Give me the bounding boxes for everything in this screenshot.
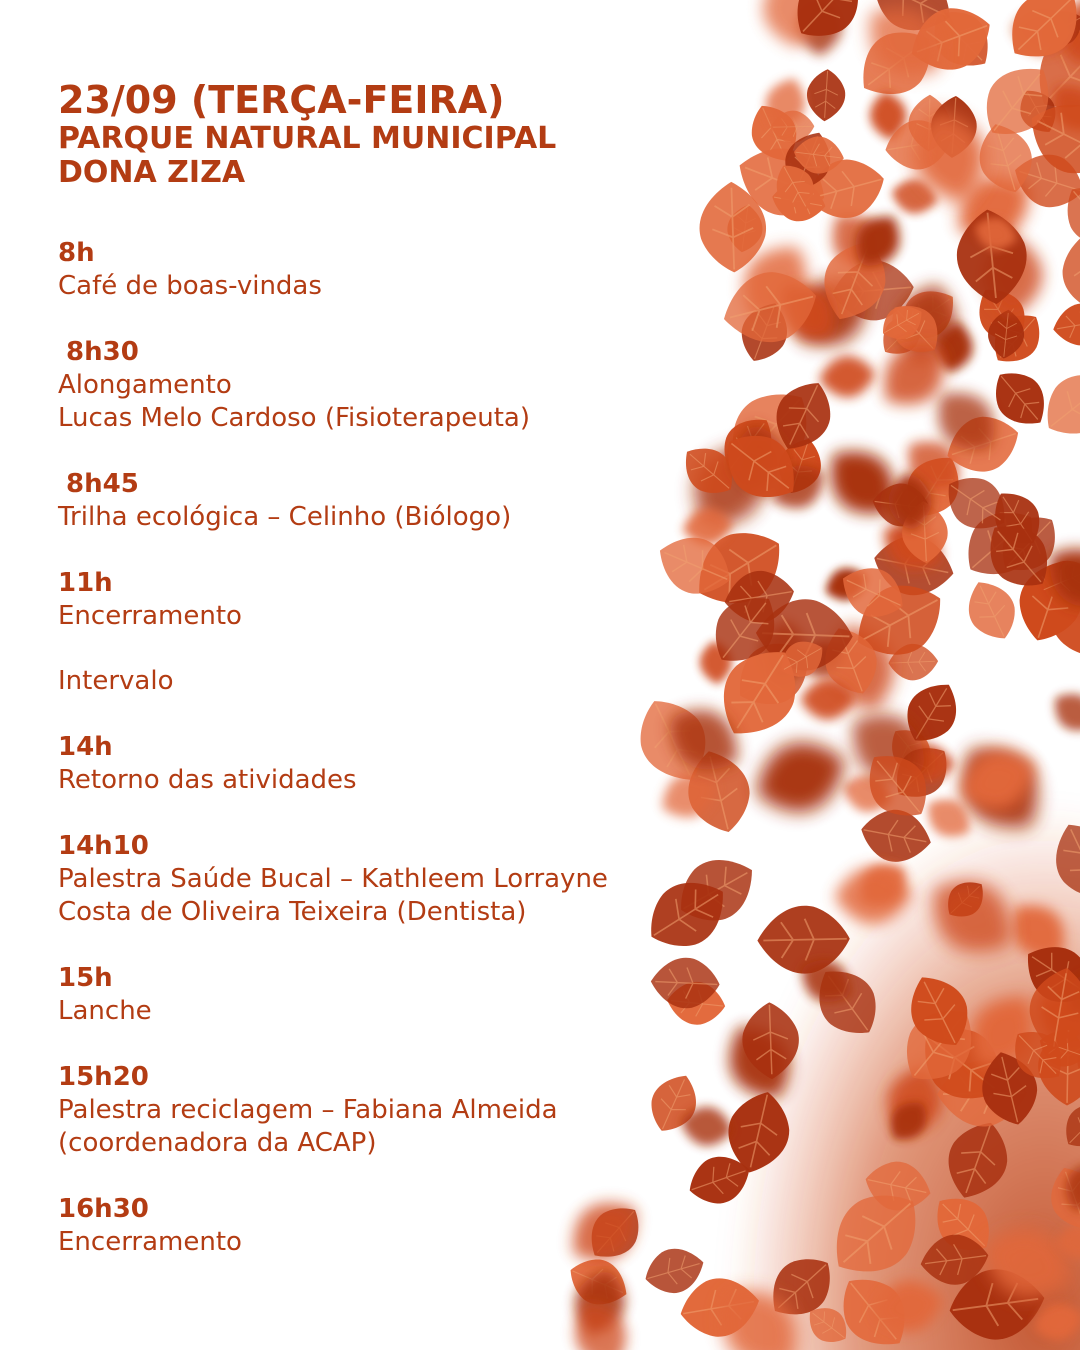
- leaf-shape: [958, 573, 1026, 648]
- schedule-item: [58, 1060, 718, 1160]
- schedule-activity: Café de boas-vindas: [58, 271, 322, 301]
- schedule-item: [58, 829, 718, 929]
- leaf-shape: [805, 68, 846, 122]
- schedule-item: [58, 566, 718, 633]
- leaf-shape: [817, 353, 878, 400]
- schedule-item: [58, 335, 718, 435]
- event-venue-title: [58, 122, 658, 190]
- schedule-speaker: Costa de Oliveira Teixeira (Dentista): [58, 897, 527, 927]
- schedule-time: 14h: [58, 732, 113, 762]
- schedule-activity: Trilha ecológica – Celinho (Biólogo): [58, 502, 512, 532]
- schedule-time: 8h30: [66, 337, 139, 367]
- schedule-activity: Encerramento: [58, 1227, 242, 1257]
- schedule-time: 15h: [58, 963, 113, 993]
- schedule-speaker: (coordenadora da ACAP): [58, 1128, 377, 1158]
- schedule-speaker: Lucas Melo Cardoso (Fisioterapeuta): [58, 403, 530, 433]
- venue-line-1: PARQUE NATURAL MUNICIPAL: [58, 121, 557, 156]
- leaf-shape: [1050, 299, 1080, 350]
- schedule-time: 8h45: [66, 469, 139, 499]
- schedule-item: [58, 665, 718, 698]
- schedule-item: [58, 467, 718, 534]
- schedule-time: 15h20: [58, 1062, 149, 1092]
- schedule-time: 14h10: [58, 831, 149, 861]
- schedule-item: [58, 236, 718, 303]
- schedule-activity: Alongamento: [58, 370, 232, 400]
- schedule-item: [58, 961, 718, 1028]
- schedule-item: [58, 730, 718, 797]
- schedule-activity: Encerramento: [58, 601, 242, 631]
- schedule-panel: [58, 78, 718, 1291]
- schedule-activity: Palestra reciclagem – Fabiana Almeida: [58, 1095, 558, 1125]
- schedule-time: 16h30: [58, 1194, 149, 1224]
- schedule-activity: Intervalo: [58, 666, 174, 696]
- event-date-title: 23/09 (TERÇA-FEIRA): [58, 78, 505, 122]
- schedule-time: 8h: [58, 238, 95, 268]
- venue-line-2: DONA ZIZA: [58, 155, 246, 190]
- schedule-item: [58, 1192, 718, 1259]
- schedule-activity: Palestra Saúde Bucal – Kathleem Lorrayne: [58, 864, 608, 894]
- schedule-list: [58, 236, 718, 1259]
- schedule-time: 11h: [58, 568, 113, 598]
- schedule-activity: Lanche: [58, 996, 152, 1026]
- schedule-activity: Retorno das atividades: [58, 765, 357, 795]
